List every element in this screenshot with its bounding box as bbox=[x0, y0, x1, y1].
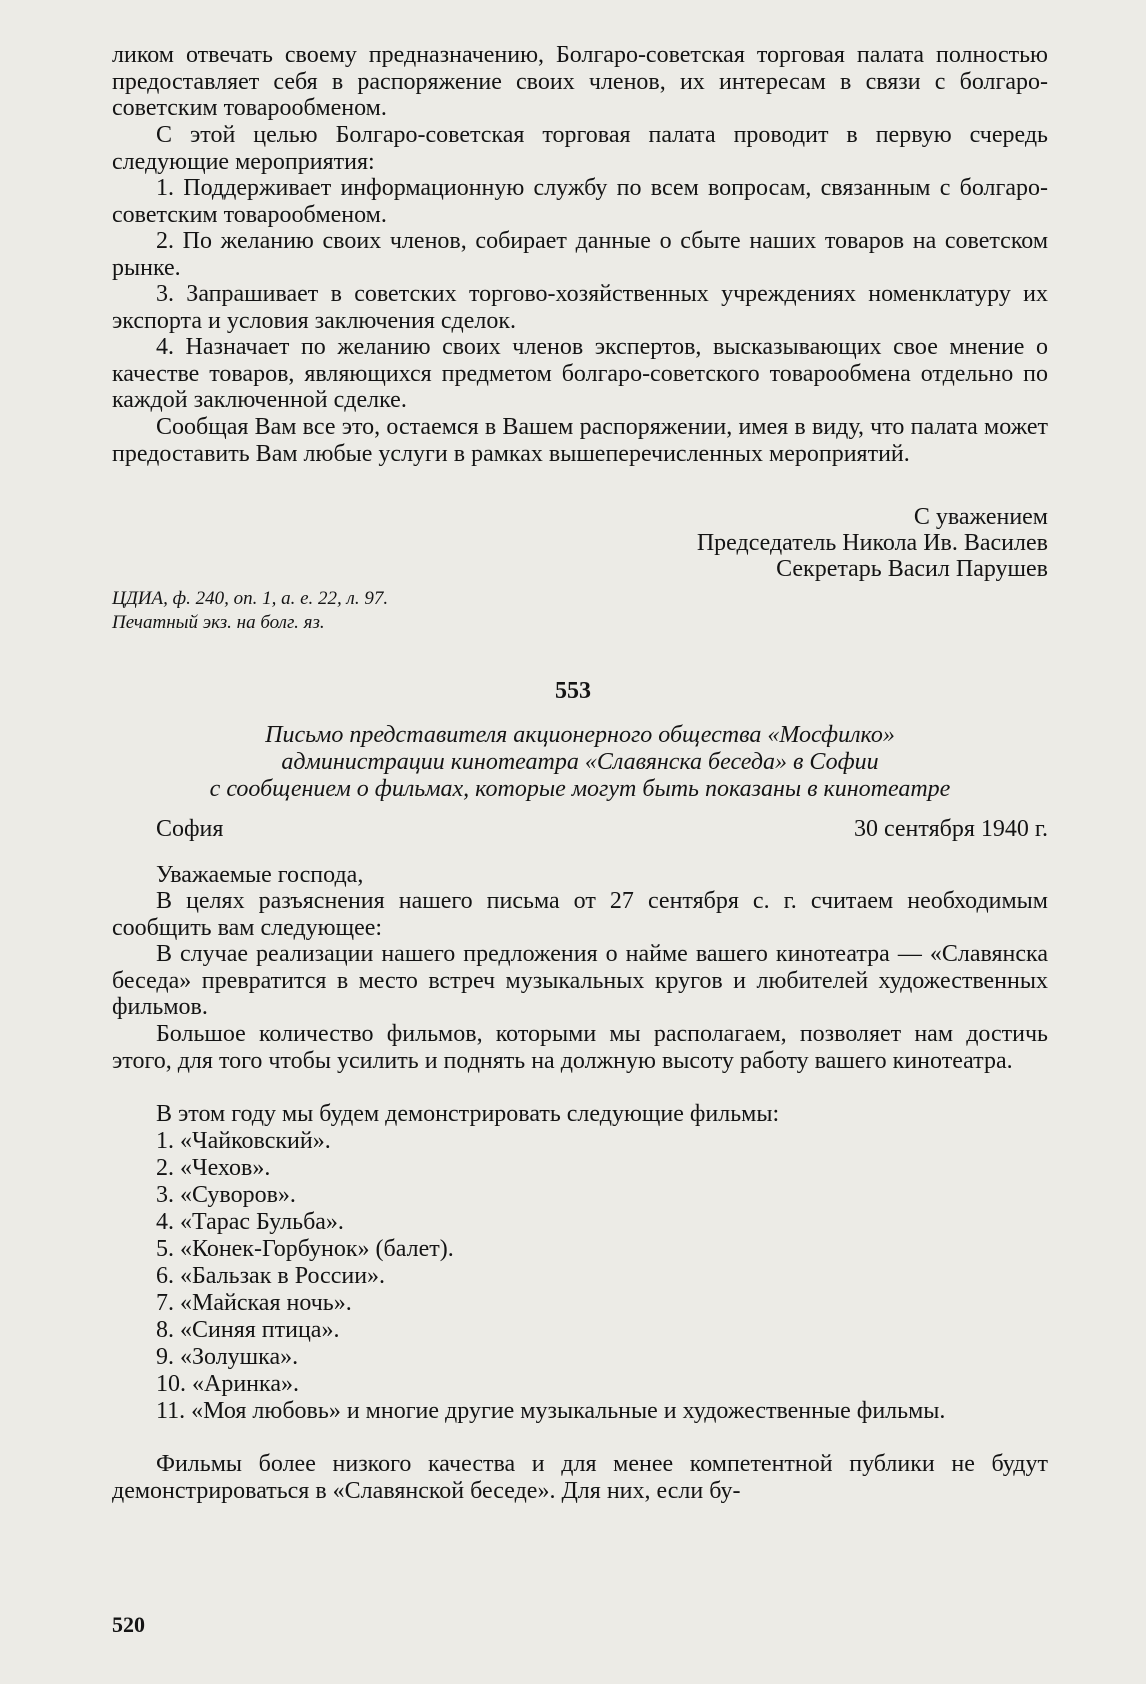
film-item: 4. «Тарас Бульба». bbox=[156, 1209, 344, 1235]
film-item: 8. «Синяя птица». bbox=[156, 1317, 340, 1343]
film-item: 6. «Бальзак в России». bbox=[156, 1263, 386, 1289]
paragraph-closing: Сообщая Вам все это, остаемся в Вашем распоряжении, имея в виду, что палата может предоставить Вам любые услуги в рамках вышеперечисленных мероприятий. bbox=[112, 414, 1048, 467]
document-number: 553 bbox=[555, 678, 591, 704]
source-archive-reference: ЦДИА, ф. 240, оп. 1, а. е. 22, л. 97. bbox=[112, 588, 389, 609]
paragraph-1: В целях разъяснения нашего письма от 27 сентября с. г. считаем необходимым сообщить вам следующее: bbox=[112, 888, 1048, 941]
measure-item-1: 1. Поддерживает информационную службу по всем вопросам, связанным с болгаро-советским товарообменом. bbox=[112, 175, 1048, 228]
page-number: 520 bbox=[112, 1612, 145, 1637]
paragraph-4: В этом году мы будем демонстрировать следующие фильмы: bbox=[156, 1101, 780, 1127]
film-item: 7. «Майская ночь». bbox=[156, 1290, 352, 1316]
paragraph-3: Большое количество фильмов, которыми мы располагаем, позволяет нам достичь этого, для того чтобы усилить и поднять на должную высоту работу вашего кинотеатра. bbox=[112, 1021, 1048, 1074]
signature-regards: С уважением bbox=[913, 504, 1048, 530]
greeting: Уважаемые господа, bbox=[156, 862, 364, 888]
film-item-11: 11. «Моя любовь» и многие другие музыкальные и художественные фильмы. bbox=[156, 1398, 946, 1424]
film-item: 3. «Суворов». bbox=[156, 1182, 296, 1208]
source-copy-note: Печатный экз. на болг. яз. bbox=[112, 612, 325, 633]
paragraph-2: В случае реализации нашего предложения о найме вашего кинотеатра — «Славянска беседа» превратится в место встреч музыкальных кругов и любителей художественных фильмов. bbox=[112, 941, 1048, 1021]
signature-chairman: Председатель Никола Ив. Василев bbox=[696, 530, 1048, 556]
date: 30 сентября 1940 г. bbox=[853, 816, 1048, 842]
document-title-line-2: администрации кинотеатра «Славянска беседа» в Софии bbox=[281, 749, 879, 775]
film-item: 2. «Чехов». bbox=[156, 1155, 271, 1181]
signature-secretary: Секретарь Васил Парушев bbox=[776, 556, 1048, 582]
measure-item-2: 2. По желанию своих членов, собирает данные о сбыте наших товаров на советском рынке. bbox=[112, 228, 1048, 281]
measure-item-4: 4. Назначает по желанию своих членов экспертов, высказывающих свое мнение о качестве товаров, являющихся предметом болгаро-советского товарообмена отдельно по каждой заключенной сделке. bbox=[112, 334, 1048, 414]
document-title-line-1: Письмо представителя акционерного общества «Мосфилко» bbox=[265, 722, 895, 748]
film-item: 5. «Конек-Горбунок» (балет). bbox=[156, 1236, 454, 1262]
place: София bbox=[156, 816, 224, 842]
film-item: 1. «Чайковский». bbox=[156, 1128, 331, 1154]
film-item: 10. «Аринка». bbox=[156, 1371, 299, 1397]
paragraph-5: Фильмы более низкого качества и для менее компетентной публики не будут демонстрироваться в «Славянской беседе». Для них, если бу- bbox=[112, 1451, 1048, 1504]
measure-item-3: 3. Запрашивает в советских торгово-хозяйственных учреждениях номенклатуру их экспорта и условия заключения сделок. bbox=[112, 281, 1048, 334]
paragraph-aim: С этой целью Болгаро-советская торговая палата проводит в первую счередь следующие мероприятия: bbox=[112, 122, 1048, 175]
document-title-line-3: с сообщением о фильмах, которые могут быть показаны в кинотеатре bbox=[209, 776, 951, 802]
paragraph-intro: ликом отвечать своему предназначению, Болгаро-советская торговая палата полностью предоставляет себя в распоряжение своих членов, их интересам в связи с болгаро-советским товарообменом. bbox=[112, 42, 1048, 122]
film-item: 9. «Золушка». bbox=[156, 1344, 299, 1370]
